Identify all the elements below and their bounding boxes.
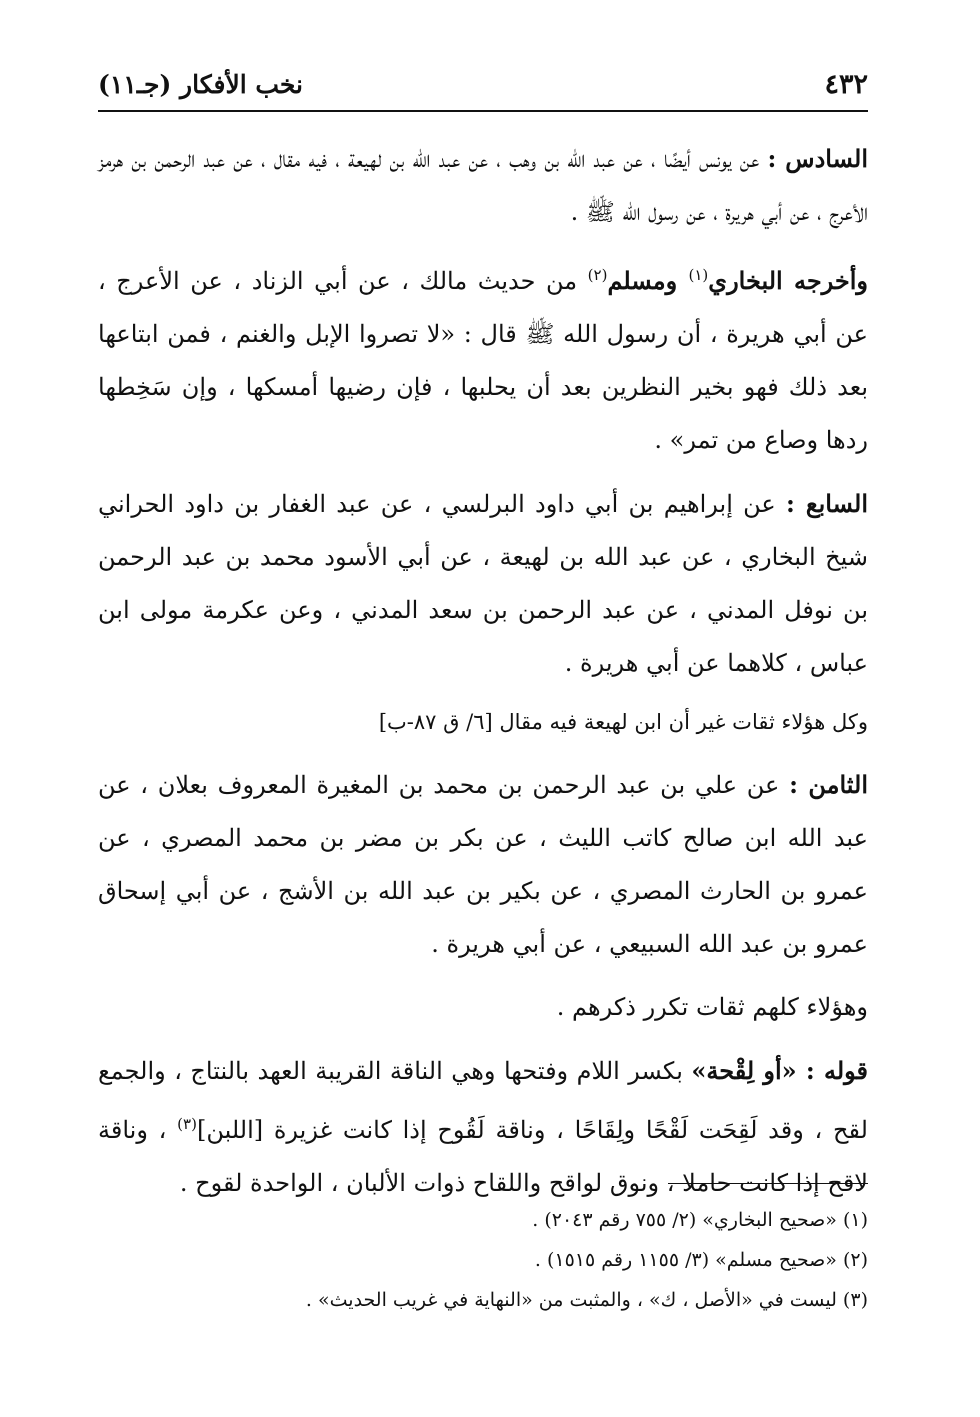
paragraph-text: وهؤلاء كلهم ثقات تكرر ذكرهم . — [556, 993, 868, 1021]
paragraph-note — [98, 700, 868, 744]
paragraph-trustworthy — [98, 981, 868, 1034]
paragraph-bukhari-muslim — [98, 249, 868, 467]
paragraph-lead: السادس : — [767, 144, 868, 173]
paragraph-text: عن إبراهيم بن أبي داود البرلسي ، عن عبد الغفار بن داود الحراني شيخ البخاري ، عن عبد الله بن لهيعة ، عن أبي الأسود محمد بن عبد الرحمن بن نوفل المدني ، عن عبد الرحمن بن سعد المدني ، وعن عكرمة مولى ابن عباس ، كلاهما عن أبي هريرة . — [98, 490, 868, 677]
footnote-separator — [668, 1183, 868, 1184]
page-number: ٤٣٢ — [824, 68, 868, 100]
paragraph-text: عن علي بن عبد الرحمن بن محمد بن المغيرة المعروف بعلان ، عن عبد الله ابن صالح كاتب الليث ، عن بكر بن مضر بن محمد المصري ، عن عمرو بن الحارث المصري ، عن بكير بن عبد الله بن الأشج ، عن أبي إسحاق عمرو بن عبد الله السبيعي ، عن أبي هريرة . — [98, 771, 868, 958]
paragraph-text: بكسر اللام وفتحها وهي الناقة القريبة العهد بالنتاج ، والجمع لقح ، وقد لَقِحَت لَقْحًا ولِقَاحًا ، وناقة لَقُوح إذا كانت غزيرة [اللبن] — [98, 1057, 868, 1144]
paragraph-eighth — [98, 758, 868, 971]
paragraph-lead-muslim: ومسلم — [607, 266, 689, 295]
paragraph-seventh — [98, 477, 868, 690]
header-rule — [98, 110, 868, 112]
page-header — [98, 62, 868, 106]
footnote-1: (١) «صحيح البخاري» (٢/ ٧٥٥ رقم ٢٠٤٣) . — [532, 1209, 868, 1231]
paragraph-lead: وأخرجه البخاري — [708, 266, 868, 295]
paragraph-luqha — [98, 1044, 868, 1210]
paragraph-lead: قوله : «أو لِقْحة» — [691, 1056, 869, 1085]
book-title: نخب الأفكار (جـ١١) — [98, 69, 304, 99]
paragraph-sixth — [98, 132, 868, 239]
footnote-ref-3[interactable]: (٣) — [177, 1115, 197, 1133]
footnote-ref-1[interactable]: (١) — [688, 266, 709, 284]
footnote-3: (٣) ليست في «الأصل ، ك» ، والمثبت من «النهاية في غريب الحديث» . — [305, 1289, 868, 1311]
paragraph-text: من حديث مالك ، عن أبي الزناد ، عن الأعرج ، عن أبي هريرة ، أن رسول الله ﷺ قال : «لا تصروا الإبل والغنم ، فمن ابتاعها بعد ذلك فهو بخير النظرين بعد أن يحلبها ، فإن رضيها أمسكها ، وإن سَخِطها ردها وصاع من تمر» . — [98, 267, 868, 454]
paragraph-tail: ، وناقة لاقح إذا كانت حاملا ، ونوق لواقح واللقاح ذوات الألبان ، الواحدة لقوح . — [98, 1116, 868, 1197]
paragraph-lead: السابع : — [786, 489, 869, 518]
paragraph-text: عن يونس أيضًا ، عن عبد الله بن وهب ، عن عبد الله بن لهيعة ، فيه مقال ، عن عبد الرحمن بن هرمز الأعرج ، عن أبي هريرة ، عن رسول الله ﷺ . — [98, 145, 868, 226]
footnote-2: (٢) «صحيح مسلم» (٣/ ١١٥٥ رقم ١٥١٥) . — [534, 1249, 868, 1271]
paragraph-lead: الثامن : — [789, 770, 868, 799]
main-text — [98, 132, 868, 1220]
footnote-ref-2[interactable]: (٢) — [587, 266, 608, 284]
footnotes — [98, 1200, 868, 1320]
paragraph-text: وكل هؤلاء ثقات غير أن ابن لهيعة فيه مقال [٦/ ق ٨٧-ب] — [378, 710, 868, 734]
